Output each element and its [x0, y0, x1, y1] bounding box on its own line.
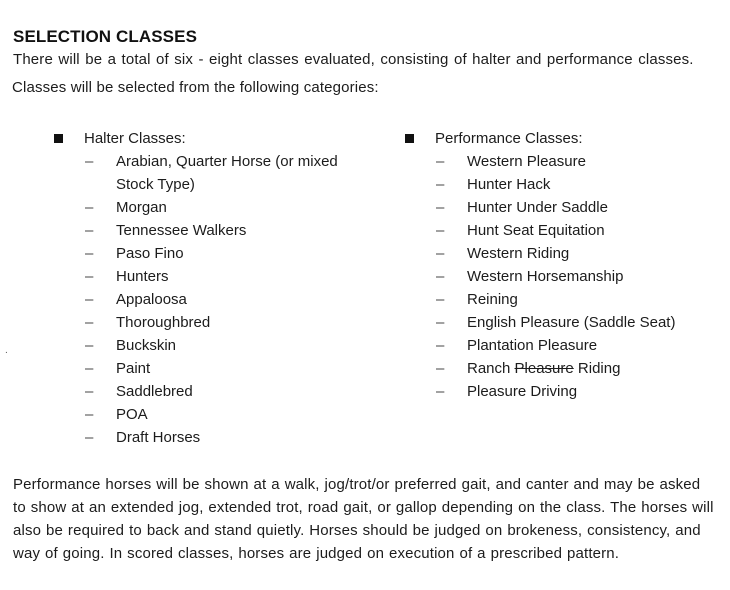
list-item — [53, 426, 366, 449]
dash-marker: – — [85, 268, 94, 285]
list-item — [404, 242, 730, 265]
list-item-text: Reining — [467, 291, 518, 308]
list-item-text: Buckskin — [116, 337, 177, 354]
list-item — [53, 288, 366, 311]
list-item — [404, 311, 730, 334]
class-lists — [0, 127, 730, 457]
section-title: SELECTION CLASSES — [13, 27, 198, 46]
list-item-text: Western Pleasure — [467, 153, 586, 170]
dash-marker: – — [436, 153, 445, 170]
ranch-suffix: Riding — [577, 360, 621, 377]
list-item — [53, 265, 366, 288]
list-item — [404, 380, 730, 403]
dash-marker: – — [85, 245, 94, 262]
intro-paragraph: There will be a total of six - eight classes evaluated, consisting of halter and performance classes. — [13, 51, 694, 68]
dash-marker: – — [85, 291, 94, 308]
square-bullet-icon — [405, 134, 414, 143]
list-item-text: Morgan — [116, 199, 167, 216]
list-item — [404, 357, 730, 380]
list-item — [404, 265, 730, 288]
dash-marker: – — [436, 314, 445, 331]
dash-marker: – — [85, 429, 94, 446]
categories-line: Classes will be selected from the following categories: — [12, 79, 379, 96]
list-item — [404, 173, 730, 196]
list-item-text: English Pleasure (Saddle Seat) — [467, 314, 676, 331]
halter-header — [53, 127, 366, 150]
halter-column — [53, 127, 366, 449]
dash-marker: – — [85, 222, 94, 239]
dash-marker: – — [85, 314, 94, 331]
performance-list — [404, 150, 730, 403]
list-item — [53, 403, 366, 426]
dash-marker: – — [436, 291, 445, 308]
list-item-text: Draft Horses — [116, 429, 201, 446]
stray-mark: . — [5, 345, 8, 356]
list-item-text: Hunters — [116, 268, 169, 285]
dash-marker: – — [436, 360, 445, 377]
list-item — [53, 150, 366, 196]
document-header — [13, 26, 723, 99]
ranch-prefix: Ranch — [467, 360, 511, 377]
list-item — [53, 196, 366, 219]
list-item-text: Western Riding — [467, 245, 570, 262]
halter-list — [53, 150, 366, 449]
list-item — [53, 334, 366, 357]
closing-paragraph: Performance horses will be shown at a walk, jog/trot/or preferred gait, and canter and may be asked to show at an extended jog, extended trot, road gait, or gallop depending on the class. The horses will also be required to back and stand quietly. Horses should be judged on brokeness, consistency, and way of going. In scored classes, horses are judged on execution of a prescribed pattern. — [13, 476, 714, 562]
dash-marker: – — [85, 360, 94, 377]
list-item — [53, 380, 366, 403]
list-item — [53, 242, 366, 265]
list-item-text: POA — [116, 406, 148, 423]
list-item-text: Arabian, Quarter Horse (or mixed Stock Type) — [116, 153, 338, 193]
dash-marker: – — [436, 383, 445, 400]
halter-title: Halter Classes: — [84, 130, 186, 147]
list-item-text: Pleasure Driving — [467, 383, 578, 400]
dash-marker: – — [436, 245, 445, 262]
list-item-text: Thoroughbred — [116, 314, 211, 331]
list-item — [404, 150, 730, 173]
list-item — [404, 196, 730, 219]
list-item-text: Plantation Pleasure — [467, 337, 598, 354]
list-item-text: Hunt Seat Equitation — [467, 222, 605, 239]
dash-marker: – — [436, 199, 445, 216]
list-item — [53, 311, 366, 334]
list-item-text: Appaloosa — [116, 291, 187, 308]
list-item-text: Hunter Hack — [467, 176, 551, 193]
performance-title: Performance Classes: — [435, 130, 583, 147]
dash-marker: – — [436, 337, 445, 354]
list-item — [404, 219, 730, 242]
struck-text: Pleasure — [514, 360, 574, 377]
list-item-text: Paint — [116, 360, 151, 377]
list-item-text: Western Horsemanship — [467, 268, 624, 285]
list-item-text: Hunter Under Saddle — [467, 199, 608, 216]
performance-header — [404, 127, 730, 150]
list-item-text — [467, 357, 730, 380]
performance-column — [404, 127, 730, 403]
list-item — [404, 288, 730, 311]
dash-marker: – — [85, 383, 94, 400]
list-item — [404, 334, 730, 357]
dash-marker: – — [436, 268, 445, 285]
dash-marker: – — [436, 176, 445, 193]
square-bullet-icon — [54, 134, 63, 143]
dash-marker: – — [85, 406, 94, 423]
list-item-text: Tennessee Walkers — [116, 222, 247, 239]
dash-marker: – — [436, 222, 445, 239]
dash-marker: – — [85, 153, 94, 170]
list-item-text: Paso Fino — [116, 245, 184, 262]
list-item — [53, 219, 366, 242]
list-item — [53, 357, 366, 380]
list-item-text: Saddlebred — [116, 383, 193, 400]
dash-marker: – — [85, 337, 94, 354]
dash-marker: – — [85, 199, 94, 216]
